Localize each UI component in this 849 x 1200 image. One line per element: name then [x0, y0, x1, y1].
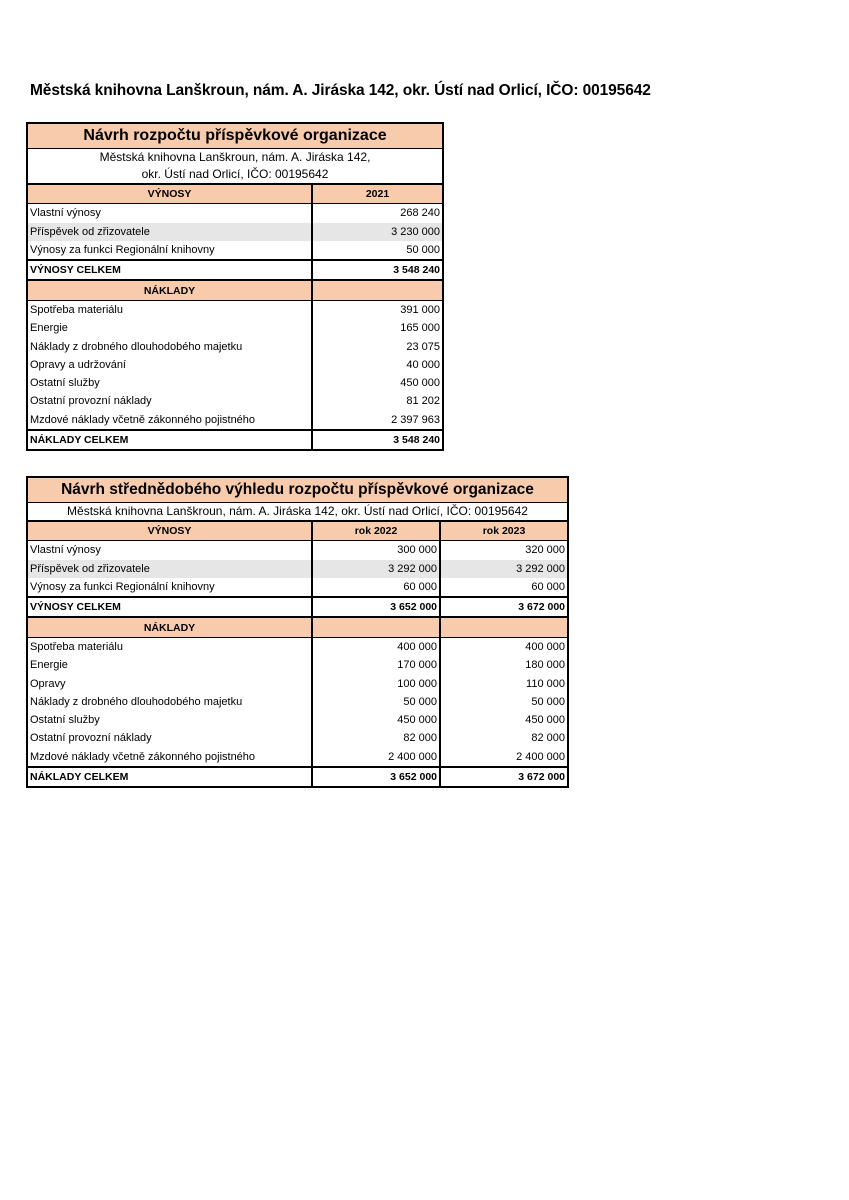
row-value: 400 000	[440, 637, 568, 656]
row-label: Mzdové náklady včetně zákonného pojistného	[30, 750, 256, 763]
table-row	[27, 541, 568, 560]
outlook-costs-header-empty	[312, 617, 440, 637]
row-value: 300 000	[312, 541, 440, 560]
row-value: 40 000	[312, 356, 443, 374]
row-value: 2 397 963	[312, 411, 443, 430]
outlook-revenues-header: VÝNOSY	[27, 521, 312, 541]
total-label: NÁKLADY CELKEM	[27, 430, 312, 450]
row-label: Ostatní provozní náklady	[30, 732, 152, 745]
row-value: 60 000	[312, 578, 440, 597]
table-row	[27, 392, 443, 410]
budget-title: Návrh rozpočtu příspěvkové organizace	[27, 123, 443, 149]
budget-revenues-header: VÝNOSY	[27, 184, 312, 204]
total-value: 3 548 240	[312, 260, 443, 280]
row-value: 320 000	[440, 541, 568, 560]
table-row	[27, 748, 568, 767]
row-value: 23 075	[312, 337, 443, 355]
row-label: Spotřeba materiálu	[30, 640, 123, 653]
outlook-table	[26, 476, 569, 788]
row-value: 110 000	[440, 674, 568, 692]
table-row	[27, 204, 443, 223]
row-value: 50 000	[440, 693, 568, 711]
row-label: Spotřeba materiálu	[30, 303, 123, 316]
budget-costs-header: NÁKLADY	[27, 280, 312, 300]
costs-total-row	[27, 430, 443, 450]
total-value: 3 672 000	[440, 767, 568, 787]
table-row	[27, 319, 443, 337]
row-value: 82 000	[440, 729, 568, 747]
row-value: 50 000	[312, 693, 440, 711]
row-label: Náklady z drobného dlouhodobého majetku	[30, 340, 243, 353]
row-label: Ostatní služby	[30, 714, 100, 727]
row-value: 50 000	[312, 241, 443, 260]
total-value: 3 548 240	[312, 430, 443, 450]
row-label: Výnosy za funkci Regionální knihovny	[30, 244, 215, 257]
row-value: 100 000	[312, 674, 440, 692]
budget-year-header: 2021	[312, 184, 443, 204]
row-label: Opravy a udržování	[30, 358, 126, 371]
row-value: 60 000	[440, 578, 568, 597]
row-value: 450 000	[312, 374, 443, 392]
row-value: 170 000	[312, 656, 440, 674]
table-row	[27, 637, 568, 656]
row-value: 2 400 000	[440, 748, 568, 767]
outlook-subtitle: Městská knihovna Lanškroun, nám. A. Jiráska 142, okr. Ústí nad Orlicí, IČO: 00195642	[27, 503, 568, 522]
table-row	[27, 374, 443, 392]
row-label: Energie	[30, 322, 68, 335]
row-label: Ostatní služby	[30, 377, 100, 390]
table-row	[27, 356, 443, 374]
costs-total-row	[27, 767, 568, 787]
row-label: Opravy	[30, 677, 66, 690]
total-label: VÝNOSY CELKEM	[27, 260, 312, 280]
outlook-costs-header: NÁKLADY	[27, 617, 312, 637]
row-label: Energie	[30, 659, 68, 672]
row-label: Náklady z drobného dlouhodobého majetku	[30, 695, 243, 708]
budget-subtitle-line-1: Městská knihovna Lanškroun, nám. A. Jiráska 142,	[99, 150, 371, 164]
table-row	[27, 560, 568, 578]
row-label: Mzdové náklady včetně zákonného pojistného	[30, 413, 256, 426]
budget-table	[26, 122, 444, 451]
table-row	[27, 411, 443, 430]
row-value: 391 000	[312, 300, 443, 319]
page-heading: Městská knihovna Lanškroun, nám. A. Jiráska 142, okr. Ústí nad Orlicí, IČO: 00195642	[30, 82, 651, 99]
row-label: Výnosy za funkci Regionální knihovny	[30, 581, 215, 594]
table-row	[27, 656, 568, 674]
row-value: 450 000	[312, 711, 440, 729]
row-value: 165 000	[312, 319, 443, 337]
total-label: NÁKLADY CELKEM	[27, 767, 312, 787]
row-label: Ostatní provozní náklady	[30, 395, 152, 408]
row-value: 268 240	[312, 204, 443, 223]
row-value: 82 000	[312, 729, 440, 747]
row-value: 81 202	[312, 392, 443, 410]
row-label: Příspěvek od zřizovatele	[27, 223, 312, 241]
table-row	[27, 337, 443, 355]
table-row	[27, 223, 443, 241]
outlook-costs-header-empty	[440, 617, 568, 637]
table-row	[27, 674, 568, 692]
table-row	[27, 300, 443, 319]
row-value: 400 000	[312, 637, 440, 656]
row-value: 180 000	[440, 656, 568, 674]
total-value: 3 652 000	[312, 767, 440, 787]
table-row	[27, 711, 568, 729]
table-row	[27, 578, 568, 597]
row-value: 3 230 000	[312, 223, 443, 241]
total-label: VÝNOSY CELKEM	[27, 597, 312, 617]
table-row	[27, 729, 568, 747]
row-value: 2 400 000	[312, 748, 440, 767]
row-label: Vlastní výnosy	[30, 544, 101, 557]
table-row	[27, 693, 568, 711]
row-label: Příspěvek od zřizovatele	[27, 560, 312, 578]
row-value: 3 292 000	[312, 560, 440, 578]
row-value: 450 000	[440, 711, 568, 729]
outlook-year-header-2022: rok 2022	[312, 521, 440, 541]
row-label: Vlastní výnosy	[30, 207, 101, 220]
outlook-year-header-2023: rok 2023	[440, 521, 568, 541]
total-value: 3 652 000	[312, 597, 440, 617]
table-row	[27, 241, 443, 260]
revenues-total-row	[27, 260, 443, 280]
revenues-total-row	[27, 597, 568, 617]
outlook-title: Návrh střednědobého výhledu rozpočtu příspěvkové organizace	[27, 477, 568, 503]
budget-costs-header-empty	[312, 280, 443, 300]
total-value: 3 672 000	[440, 597, 568, 617]
budget-subtitle-line-2: okr. Ústí nad Orlicí, IČO: 00195642	[27, 166, 443, 184]
row-value: 3 292 000	[440, 560, 568, 578]
